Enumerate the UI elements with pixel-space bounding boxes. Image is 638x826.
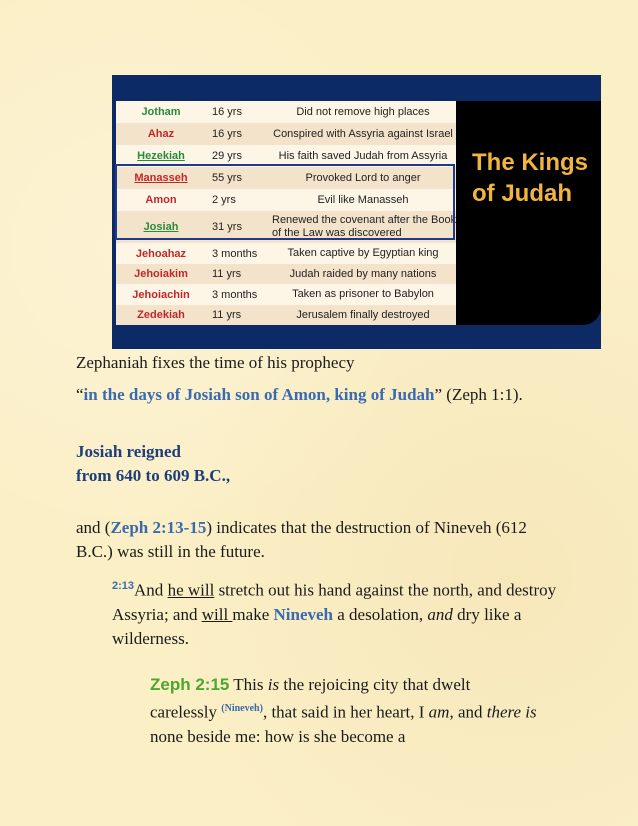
table-row [116,211,458,243]
kings-table [116,101,458,325]
verse-2-13 [112,574,562,651]
king-name: Jehoiakim [134,268,188,280]
king-description: His faith saved Judah from Assyria [278,149,448,162]
reign-years: 3 months [212,288,258,301]
verse-highlight: Nineveh [273,604,333,624]
verse-text: will [201,604,233,624]
verse-text: , and [449,702,487,722]
verse-text: , that said in her heart, I [262,702,429,722]
verse-italic: is [267,675,280,694]
verse-text: make [232,604,274,624]
verse-text: the rejoicing city that dwelt carelessly [150,675,471,722]
reign-years: 11 yrs [212,268,242,280]
king-description: Jerusalem finally destroyed [296,308,430,321]
quote-close: ” (Zeph 1:1). [434,385,523,404]
verse-text: dry like a wilderness. [112,604,522,648]
verse-number: 2:13 [112,580,135,592]
quote-open: “ [76,385,84,404]
king-name: Manasseh [134,172,188,184]
reign-years: 29 yrs [212,150,242,162]
table-row [116,167,458,189]
table-row [116,243,458,264]
king-description: Taken captive by Egyptian king [287,247,439,259]
king-description: Provoked Lord to anger [305,171,421,184]
king-name: Jehoiachin [132,288,190,301]
king-name: Jotham [141,106,181,118]
table-row [116,305,458,325]
verse-italic: there is [486,702,537,722]
kings-of-judah-slide [112,75,601,349]
paragraph-nineveh [76,516,556,564]
reign-years: 55 yrs [212,172,242,184]
paragraph-intro [76,351,556,375]
quote-text: in the days of Josiah son of Amon, king of Judah [83,385,435,404]
king-description: Judah raided by many nations [289,267,437,280]
scripture-reference: Zeph 2:13-15 [110,518,207,537]
verse-text: This [229,675,268,694]
reign-years: 16 yrs [212,128,242,140]
reign-years: 16 yrs [212,106,242,118]
reign-line-2: from 640 to 609 B.C., [76,466,231,485]
king-name: Amon [145,194,177,206]
nineveh-text-a: and ( [76,518,111,537]
table-row [116,101,458,123]
king-name: Hezekiah [137,150,185,162]
king-description: Evil like Manasseh [317,193,409,206]
paragraph-quote [76,383,546,407]
slide-title: The Kings of Judah [472,149,589,207]
verse-text: And [134,580,168,600]
reign-years: 2 yrs [212,194,236,206]
reign-years: 11 yrs [212,309,242,321]
nineveh-text-b: ) indicates that the destruction of Nineveh (612 B.C.) was still in the future. [76,518,527,561]
king-name: Jehoahaz [135,247,187,260]
table-row [116,284,458,305]
reign-years: 31 yrs [212,221,242,233]
king-description: Taken as prisoner to Babylon [292,288,434,300]
table-row [116,189,458,211]
table-row [116,264,458,284]
verse-text: he will [167,580,215,600]
reign-line-1: Josiah reigned [76,442,182,461]
king-description: Did not remove high places [296,105,430,118]
king-name: Zedekiah [137,309,185,321]
title-panel [456,101,601,325]
verse-reference: Zeph 2:15 [150,675,230,694]
paragraph-reign [76,440,546,488]
verse-italic: and [427,604,453,624]
verse-note: (Nineveh) [221,703,263,714]
verse-text: a desolation, [333,604,428,624]
king-description: Renewed the covenant after the Book of the Law was discovered [272,214,457,239]
table-row [116,145,458,167]
table-row [116,123,458,145]
verse-text: stretch out his hand against the north, and destroy Assyria; and [112,580,557,624]
verse-2-15 [150,673,540,749]
king-description: Conspired with Assyria against Israel [273,127,453,140]
king-name: Josiah [143,221,179,233]
verse-text: none beside me: how is she become a [150,726,406,746]
king-name: Ahaz [147,128,175,140]
intro-text: Zephaniah fixes the time of his prophecy [76,353,355,372]
verse-italic: am [428,702,450,722]
reign-years: 3 months [212,247,258,260]
